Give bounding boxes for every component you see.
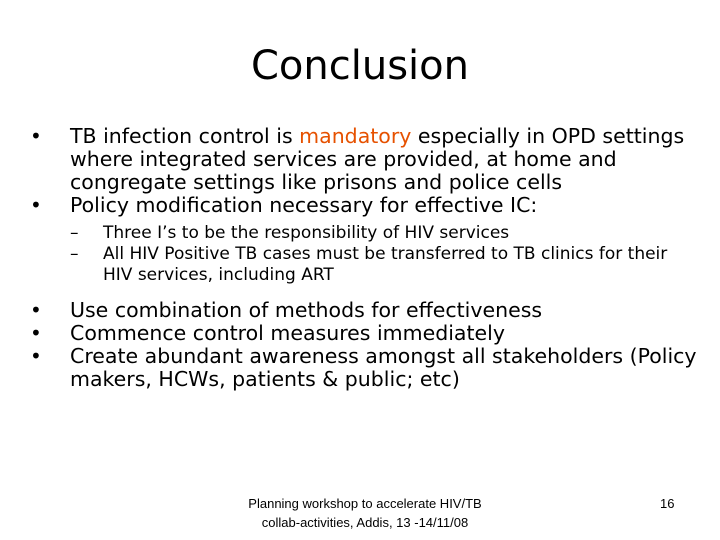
sub-bullet-item <box>30 244 700 286</box>
footer-text: Planning workshop to accelerate HIV/TB collab-activities, Addis, 13 -14/11/08 <box>248 496 482 530</box>
bullet-text: Policy modification necessary for effective IC: <box>70 193 538 217</box>
bullet-dot: • <box>30 298 42 322</box>
bullet-item <box>30 125 700 194</box>
bullet-list <box>30 125 700 391</box>
bullet-text: Use combination of methods for effectiveness <box>70 298 543 322</box>
bullet-text: especially in OPD settings where integrated services are provided, at home and congregate settings like prisons and police cells <box>70 124 685 194</box>
bullet-item <box>30 194 700 217</box>
sub-bullet-dash: – <box>70 244 79 264</box>
highlighted-word: mandatory <box>299 124 412 148</box>
bullet-dot: • <box>30 344 42 368</box>
page-number: 16 <box>660 496 675 511</box>
sub-bullet-text: All HIV Positive TB cases must be transferred to TB clinics for their HIV services, including ART <box>103 244 668 285</box>
slide-title: Conclusion <box>251 43 469 89</box>
sub-bullet-item <box>30 223 700 244</box>
bullet-dot: • <box>30 193 42 217</box>
bullet-dot: • <box>30 321 42 345</box>
bullet-text: Create abundant awareness amongst all stakeholders (Policy makers, HCWs, patients & public; etc) <box>70 344 697 391</box>
bullet-item <box>30 322 700 345</box>
sub-bullet-dash: – <box>70 223 79 243</box>
bullet-dot: • <box>30 124 42 148</box>
bullet-item <box>30 345 700 391</box>
sub-bullet-text: Three I’s to be the responsibility of HIV services <box>103 223 510 243</box>
bullet-item <box>30 299 700 322</box>
bullet-text: TB infection control is <box>70 124 300 148</box>
bullet-text: Commence control measures immediately <box>70 321 505 345</box>
